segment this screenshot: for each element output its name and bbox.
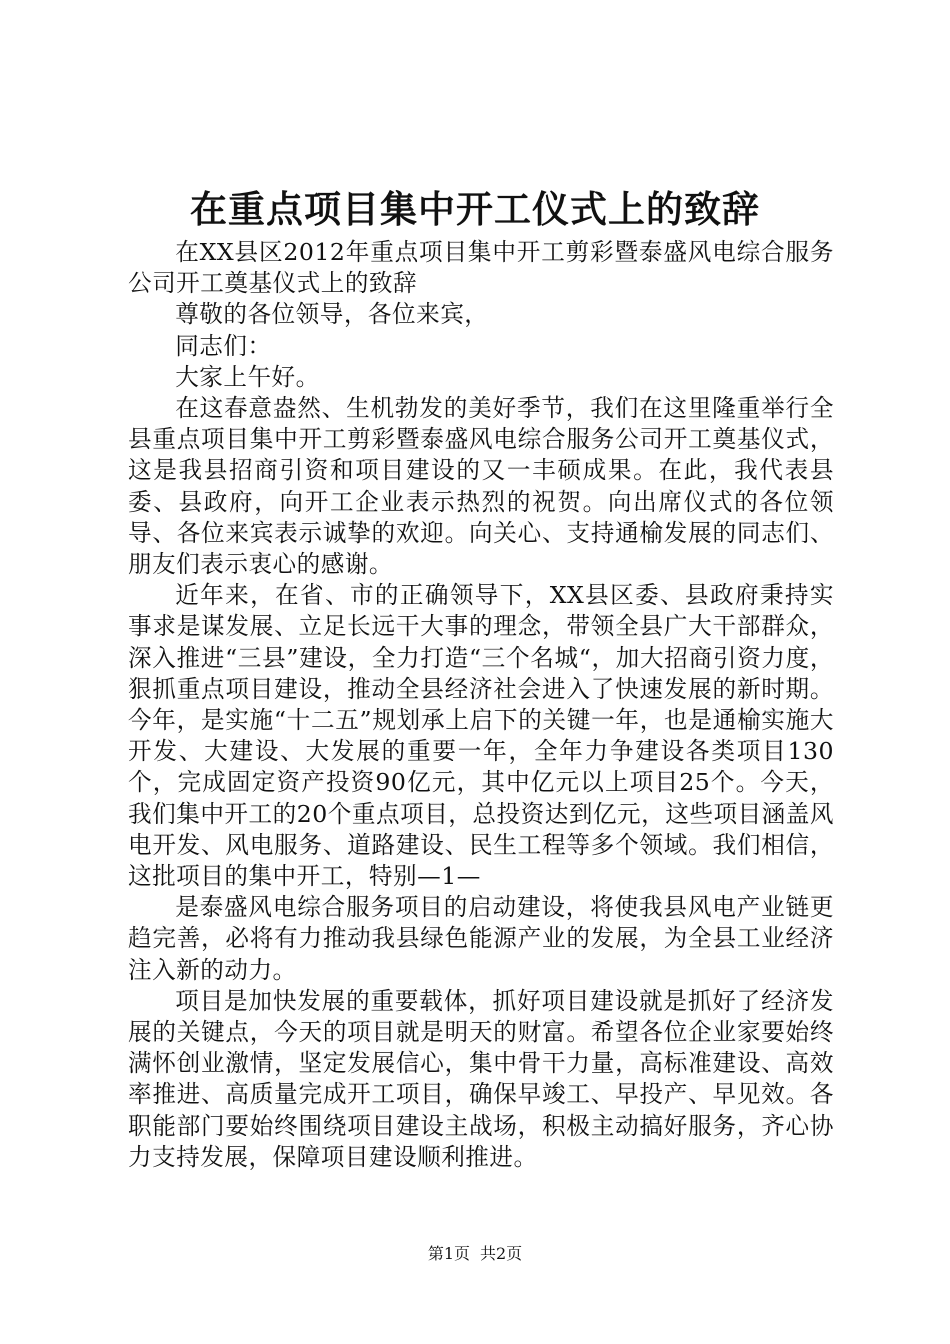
paragraph-comrades: 同志们： bbox=[175, 331, 272, 360]
paragraph-greeting: 大家上午好。 bbox=[175, 362, 320, 391]
paragraph-development: 近年来，在省、市的正确领导下，XX县区委、县政府秉持实事求是谋发展、立足长远干大事的理念，带领全县广大干部群众，深入推进“三县”建设，全力打造“三个名城“，加大招商引资力度，狠抓重点项目建设，推动全县经济社会进入了快速发展的新时期。今年，是实施“十二五”规划承上启下的关键一年，也是通榆实施大开发、大建设、大发展的重要一年，全年力争建设各类项目130个，完成固定资产投资90亿元，其中亿元以上项目25个。今天，我们集中开工的20个重点项目，总投资达到亿元，这些项目涵盖风电开发、风电服务、道路建设、民生工程等多个领域。我们相信，这批项目的集中开工，特别—1— bbox=[128, 581, 834, 891]
paragraph-project-importance: 项目是加快发展的重要载体，抓好项目建设就是抓好了经济发展的关键点，今天的项目就是明天的财富。希望各位企业家要始终满怀创业激情，坚定发展信心，集中骨干力量，高标准建设、高效率推进、高质量完成开工项目，确保早竣工、早投产、早见效。各职能部门要始终围绕项目建设主战场，积极主动搞好服务，齐心协力支持发展，保障项目建设顺利推进。 bbox=[128, 986, 834, 1171]
paragraph-salutation: 尊敬的各位领导，各位来宾， bbox=[175, 300, 489, 329]
page-number: 第1页 bbox=[427, 1244, 470, 1263]
document-title: 在重点项目集中开工仪式上的致辞 bbox=[190, 187, 760, 231]
paragraph-wind-power: 是泰盛风电综合服务项目的启动建设，将使我县风电产业链更趋完善，必将有力推动我县绿色能源产业的发展，为全县工业经济注入新的动力。 bbox=[128, 893, 834, 984]
page-footer bbox=[0, 1243, 950, 1265]
document-body bbox=[128, 237, 834, 1173]
paragraph-heading-line: 在XX县区2012年重点项目集中开工剪彩暨泰盛风电综合服务公司开工奠基仪式上的致辞 bbox=[128, 238, 834, 298]
page-total: 共2页 bbox=[480, 1244, 523, 1263]
paragraph-welcome: 在这春意盎然、生机勃发的美好季节，我们在这里隆重举行全县重点项目集中开工剪彩暨泰盛风电综合服务公司开工奠基仪式，这是我县招商引资和项目建设的又一丰硕成果。在此，我代表县委、县政府，向开工企业表示热烈的祝贺。向出席仪式的各位领导、各位来宾表示诚挚的欢迎。向关心、支持通榆发展的同志们、朋友们表示衷心的感谢。 bbox=[128, 394, 834, 579]
